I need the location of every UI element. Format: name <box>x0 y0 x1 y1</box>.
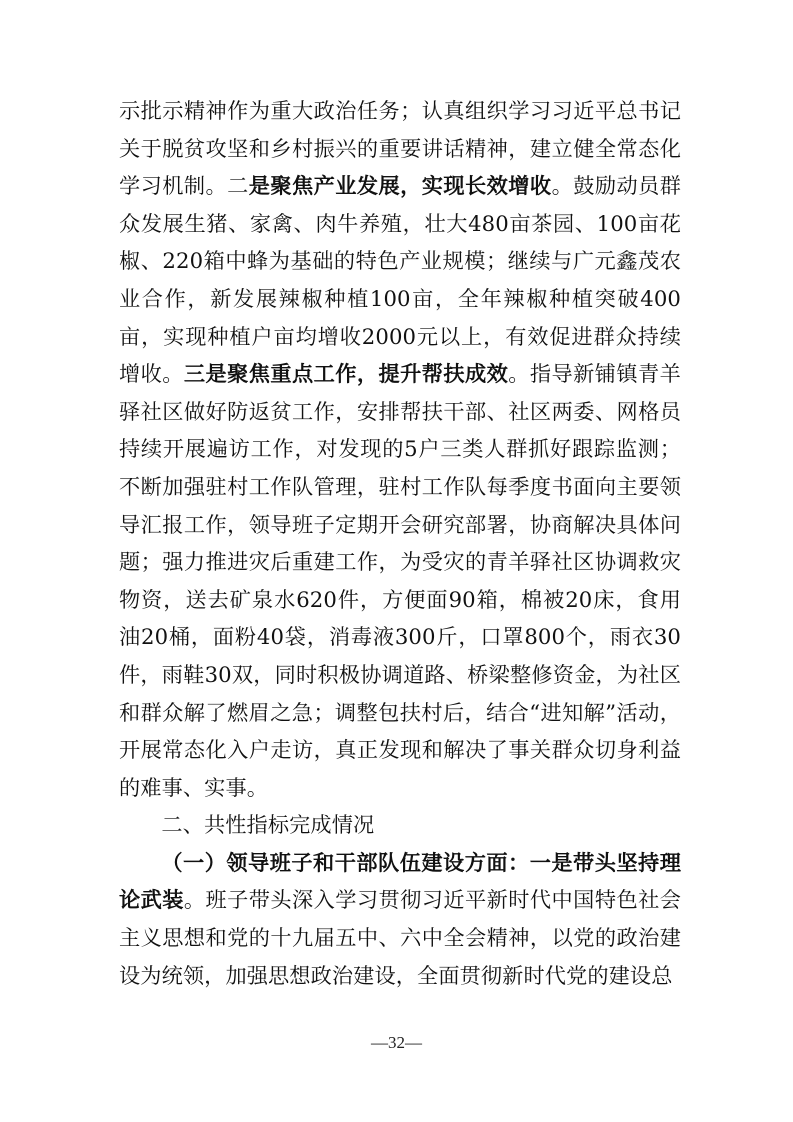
document-body <box>119 92 681 994</box>
paragraph-text: 。指导新铺镇青羊驿社区做好防返贫工作，安排帮扶干部、社区两委、网格员持续开展遍访工作，对发现的5户三类人群抓好跟踪监测；不断加强驻村工作队管理，驻村工作队每季度书面向主要领导汇报工作，领导班子定期开会研究部署，协商解决具体问题；强力推进灾后重建工作，为受灾的青羊驿社区协调救灾物资，送去矿泉水620件，方便面90箱，棉被20床，食用油20桶，面粉40袋，消毒液300斤，口罩800个，雨衣30件，雨鞋30双，同时积极协调道路、桥梁整修资金，为社区和群众解了燃眉之急；调整包扶村后，结合“进知解”活动，开展常态化入户走访，真正发现和解决了事关群众切身利益的难事、实事。 <box>119 361 681 800</box>
section-heading: 二、共性指标完成情况 <box>161 812 375 838</box>
paragraph-text: 示批示精神作为重大政治任务；认真组织学习习近平总书记关于脱贫攻坚和乡村振兴的重要讲话精神，建立健全常态化学习机制。二 <box>119 98 681 199</box>
bold-phrase: 是聚焦产业发展，实现长效增收 <box>248 173 552 199</box>
bold-phrase: （一）领导班子和干部队伍建设方面：一是带头坚持理论武装 <box>119 849 681 913</box>
bold-phrase: 三是聚焦重点工作，提升帮扶成效 <box>183 361 509 387</box>
paragraph-text: 。鼓励动员群众发展生猪、家禽、肉牛养殖，壮大480亩茶园、100亩花椒、220箱中蜂为基础的特色产业规模；继续与广元鑫茂农业合作，新发展辣椒种植100亩，全年辣椒种植突破400亩，实现种植户亩均增收2000元以上，有效促进群众持续增收。 <box>119 173 681 387</box>
paragraph-text: 。班子带头深入学习贯彻习近平新时代中国特色社会主义思想和党的十九届五中、六中全会精神，以党的政治建设为统领，加强思想政治建设，全面贯彻新时代党的建设总 <box>119 887 681 988</box>
paragraph <box>119 844 681 994</box>
paragraph <box>119 92 681 806</box>
page-number: —32— <box>371 1033 422 1052</box>
